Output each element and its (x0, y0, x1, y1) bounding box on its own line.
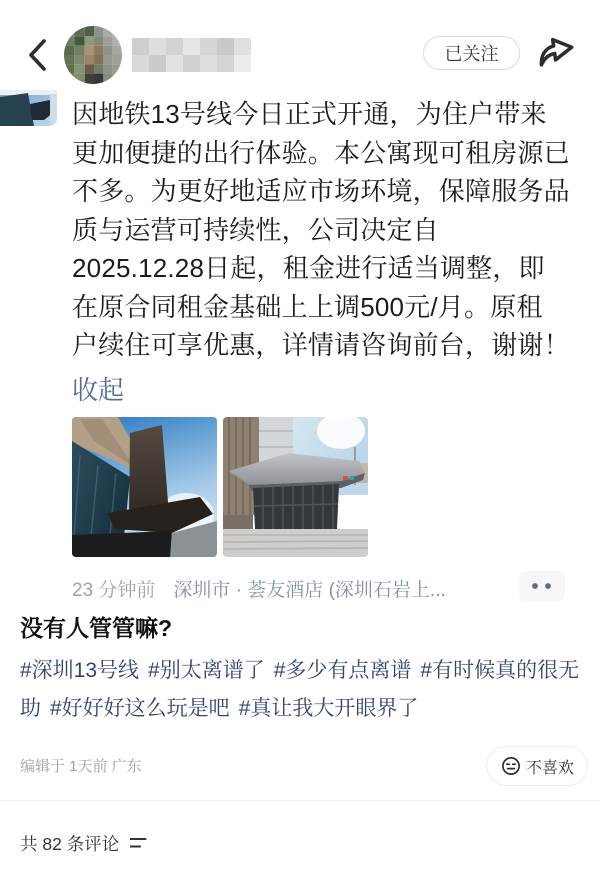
avatar[interactable] (64, 26, 122, 84)
hashtag[interactable]: #深圳13号线 (20, 659, 140, 682)
neutral-face-icon (500, 755, 522, 777)
announcement-line: 更加便捷的出行体验。本公寓现可租房源已 (72, 137, 570, 168)
fragment-image (0, 90, 57, 126)
announcement-text (72, 95, 572, 365)
comments-header (20, 831, 147, 856)
meta-row (72, 575, 512, 602)
edited-info: 编辑于 1天前 广东 (20, 758, 142, 775)
location-link[interactable]: 深圳市 · 荟友酒店 (深圳石岩上... (173, 580, 446, 601)
announcement-line: 在原合同租金基础上上调500元/月。原租 (72, 291, 543, 322)
section-divider (0, 800, 600, 801)
hashtag[interactable]: #真让我大开眼界了 (238, 697, 419, 720)
hashtag[interactable]: #别太离谱了 (148, 659, 265, 682)
announcement-line: 因地铁13号线今日正式开通，为住户带来 (72, 99, 547, 129)
hashtag-list (20, 652, 582, 728)
comments-count: 共 82 条评论 (20, 834, 120, 854)
follow-button[interactable]: 已关注 (423, 36, 520, 70)
hashtag[interactable]: #多少有点离谱 (273, 659, 412, 682)
collapse-link[interactable]: 收起 (72, 375, 125, 405)
timestamp: 23 分钟前 (72, 580, 156, 601)
post-image-1[interactable] (72, 417, 217, 557)
two-dots-icon (528, 580, 556, 592)
photo-row (72, 417, 368, 557)
post-image-2[interactable] (223, 417, 368, 557)
sort-icon[interactable] (130, 837, 147, 850)
cropped-photo-fragment (0, 90, 57, 126)
hashtag[interactable]: #有时候真的很无助 (20, 659, 580, 720)
username-redacted[interactable] (132, 38, 251, 72)
share-icon[interactable] (534, 28, 582, 76)
announcement-line: 质与运营可持续性，公司决定自 (72, 214, 439, 245)
dislike-label: 不喜欢 (526, 759, 575, 777)
note-title: 没有人管管嘛? (20, 615, 173, 641)
announcement-line: 不多。为更好地适应市场环境，保障服务品 (72, 176, 570, 206)
back-icon[interactable] (24, 36, 52, 74)
moments-comment-button[interactable] (519, 571, 565, 601)
dislike-button[interactable] (486, 746, 588, 786)
announcement-line: 2025.12.28日起，租金进行适当调整，即 (72, 253, 545, 283)
hashtag[interactable]: #好好好这么玩是吧 (50, 697, 230, 720)
announcement-line: 户续住可享优惠，详情请咨询前台，谢谢！ (72, 330, 570, 360)
avatar-mosaic (64, 26, 122, 84)
